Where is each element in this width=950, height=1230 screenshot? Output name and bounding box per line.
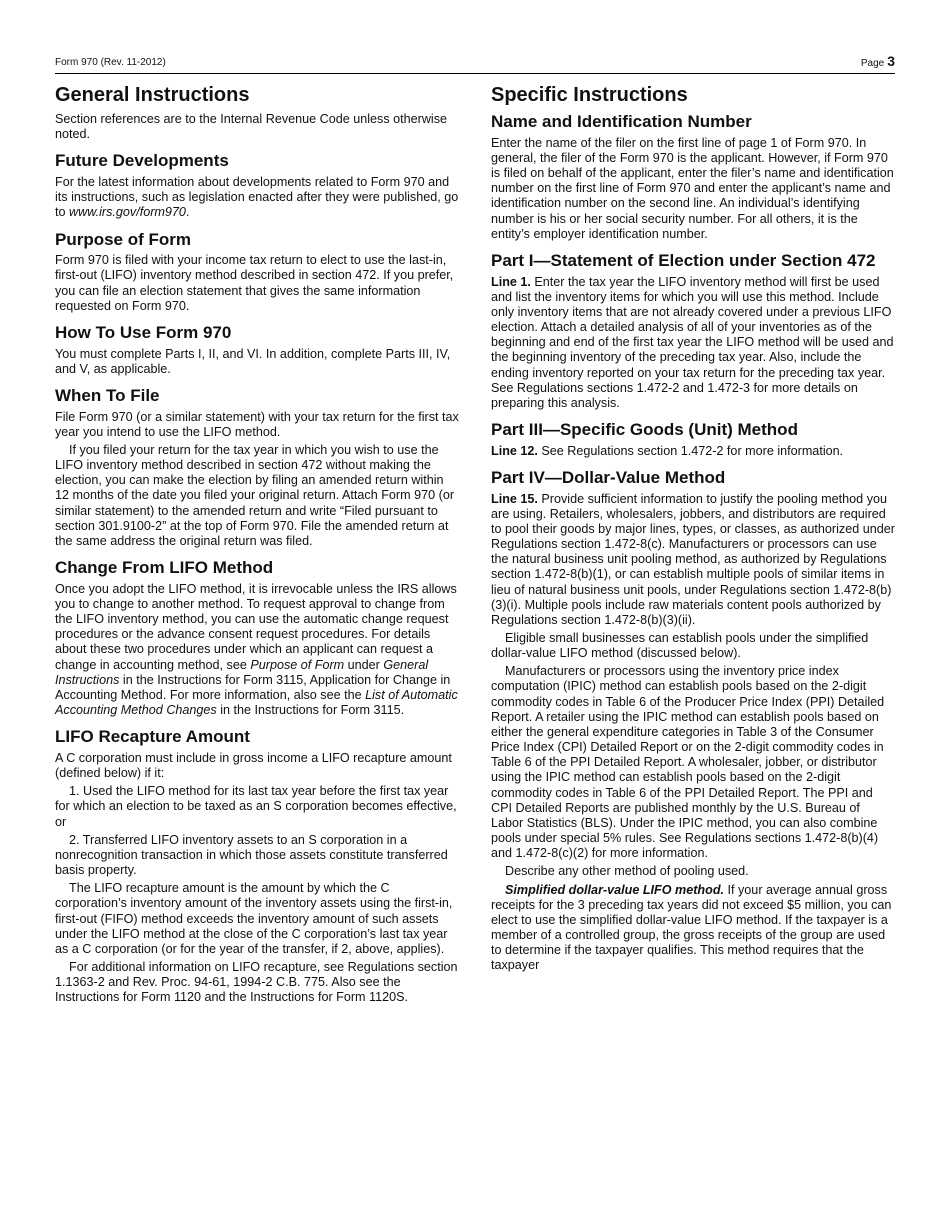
irs-link[interactable]: www.irs.gov/form970	[69, 205, 186, 220]
purpose-text: Form 970 is filed with your income tax return to elect to use the last-in, first-out (LIFO) inventory method described in section 472. If you prefer, you can file an election statement that gives the same information requested on Form 970.	[55, 253, 454, 313]
page-header	[55, 53, 895, 74]
left-column	[55, 84, 459, 1008]
part1-line1-text: Line 1. Enter the tax year the LIFO inventory method will first be used and list the inventory items for which you will use this method. Include only inventory items that are not already covered under a previous LIFO election. Attach a detailed analysis of all of your inventories as of the beginning and end of the first tax year the LIFO method will be used and the beginning inventory of the preceding tax year. Also, include the ending inventory reported on your tax return for the preceding tax year. See Regulations sections 1.472-2 and 1.472-3 for more details on preparing this analysis.	[491, 274, 894, 410]
form-id: Form 970 (Rev. 11-2012)	[55, 57, 166, 68]
when-to-file-p2: If you filed your return for the tax year in which you wish to use the LIFO inventory method described in section 472 without making the election, you can make the election by filing an amended return within 12 months of the date you filed your original return. Attach Form 970 (or similar statement) to the amended return and write “Filed pursuant to section 301.9100-2” at the top of Form 970. File the amended return at the same address the original return was filed.	[55, 442, 455, 548]
how-to-use-heading: How To Use Form 970	[55, 322, 232, 342]
part1-heading: Part I—Statement of Election under Section 472	[491, 250, 876, 270]
name-id-heading: Name and Identification Number	[491, 112, 752, 131]
purpose-heading: Purpose of Form	[55, 229, 192, 249]
recapture-item-2: 2. Transferred LIFO inventory assets to an S corporation in a nonrecognition transaction in which those assets constitute transferred basis property.	[55, 832, 448, 878]
when-to-file-heading: When To File	[55, 385, 160, 405]
part4-p3: Manufacturers or processors using the inventory price index computation (IPIC) method can establish pools based on the 2-digit commodity codes in Table 6 of the Producer Price Index (PPI) Detailed Report. A retailer using the IPIC method can establish pools based on either the general expenditure categories in Table 3 of the Consumer Price Index (CPI) Detailed Report or on the 2-digit commodity codes in Table 6 of the PPI Detailed Report. A wholesaler, jobber, or distributor using the IPIC method can establish pools based on the 2-digit commodity codes in Table 6 of the PPI Detailed Report. The PPI and CPI Detailed Reports are published monthly by the U.S. Bureau of Labor Statistics (BLS). Under the IPIC method, you can also combine pools under special 5% rules. See Regulations sections 1.472-8(b)(4) and 1.472-8(c)(2) for more information.	[491, 664, 885, 861]
recapture-p5: For additional information on LIFO recapture, see Regulations section 1.1363-2 and Rev. Proc. 94-61, 1994-2 C.B. 775. Also see the Instructions for Form 1120 and the Instructions for Form 1120S.	[55, 959, 458, 1005]
simplified-lifo-text: Simplified dollar-value LIFO method. If your average annual gross receipts for the 3 preceding tax years did not exceed $5 million, you can elect to use the simplified dollar-value LIFO method. If the taxpayer is a member of a controlled group, the gross receipts of the group are used to determine if the taxpayer qualifies. This method requires that the taxpayer	[491, 882, 892, 973]
right-column	[491, 84, 895, 976]
lifo-recapture-heading: LIFO Recapture Amount	[55, 727, 250, 747]
how-to-use-text: You must complete Parts I, II, and VI. In addition, complete Parts III, IV, and V, as applicable.	[55, 346, 451, 376]
page-number	[861, 53, 895, 69]
intro-text: Section references are to the Internal Revenue Code unless otherwise noted.	[55, 112, 448, 142]
part4-p2: Eligible small businesses can establish pools under the simplified dollar-value LIFO method (discussed below).	[491, 631, 869, 661]
part4-heading: Part IV—Dollar-Value Method	[491, 467, 726, 487]
when-to-file-p1: File Form 970 (or a similar statement) with your tax return for the first tax year you intend to use the LIFO method.	[55, 409, 459, 439]
change-from-lifo-heading: Change From LIFO Method	[55, 558, 274, 578]
page-label: Page	[860, 58, 885, 69]
change-from-lifo-text: Once you adopt the LIFO method, it is irrevocable unless the IRS allows you to change to another method. To request approval to change from the LIFO inventory method, you can use the automatic change request procedures or the advance consent request procedures. For details about these two procedures under which an applicant can request a change in accounting method, see Purpose of Form under General Instructions in the Instructions for Form 3115, Application for Change in Accounting Method. For more information, also see the List of Automatic Accounting Method Changes in the Instructions for Form 3115.	[55, 581, 458, 718]
recapture-item-1: 1. Used the LIFO method for its last tax year before the first tax year for which an election to be taxed as an S corporation becomes effective, or	[55, 784, 457, 829]
future-developments-text: For the latest information about developments related to Form 970 and its instructions, such as legislation enacted after they were published, go to www.irs.gov/form970.	[55, 175, 459, 220]
page-number-value: 3	[887, 53, 895, 69]
part4-p4: Describe any other method of pooling used.	[505, 864, 749, 879]
future-developments-heading: Future Developments	[55, 151, 229, 171]
part3-line12-text: Line 12. See Regulations section 1.472-2 for more information.	[491, 443, 844, 458]
recapture-p1: A C corporation must include in gross income a LIFO recapture amount (defined below) if it:	[55, 750, 452, 781]
name-id-text: Enter the name of the filer on the first line of page 1 of Form 970. In general, the filer of the Form 970 is the applicant. However, if Form 970 is filed on behalf of the applicant, enter the filer’s name and identification number on the first line of Form 970 and enter the applicant’s name and identification number on the second line. An individual’s identifying number is his or her social security number. For all others, it is the entity’s employer identification number.	[491, 135, 894, 241]
specific-instructions-title: Specific Instructions	[491, 84, 688, 106]
recapture-p4: The LIFO recapture amount is the amount by which the C corporation’s inventory amount of the inventory assets using the first-in, first-out (FIFO) method exceeds the inventory amount of such assets under the LIFO method at the close of the C corporation’s last tax year as a C corporation (or for the year of the transfer, if 2, above, applies).	[55, 881, 453, 956]
part3-heading: Part III—Specific Goods (Unit) Method	[491, 419, 798, 439]
general-instructions-title: General Instructions	[55, 84, 250, 106]
part4-line15-text: Line 15. Provide sufficient information to justify the pooling method you are using. Retailers, wholesalers, jobbers, and distributors are required to pool their goods by major lines, types, or classes, as authorized under Regulations section 1.472-8(c). Manufacturers or processors can use the natural business unit pooling method, as authorized by Regulations section 1.472-8(b)(1), or can establish multiple pools of similar items in lieu of natural business unit pools, under Regulations section 1.472-8(b)(3)(i). Multiple pools include raw materials content pools authorized by Regulations section 1.472-8(b)(3)(ii).	[491, 491, 895, 627]
